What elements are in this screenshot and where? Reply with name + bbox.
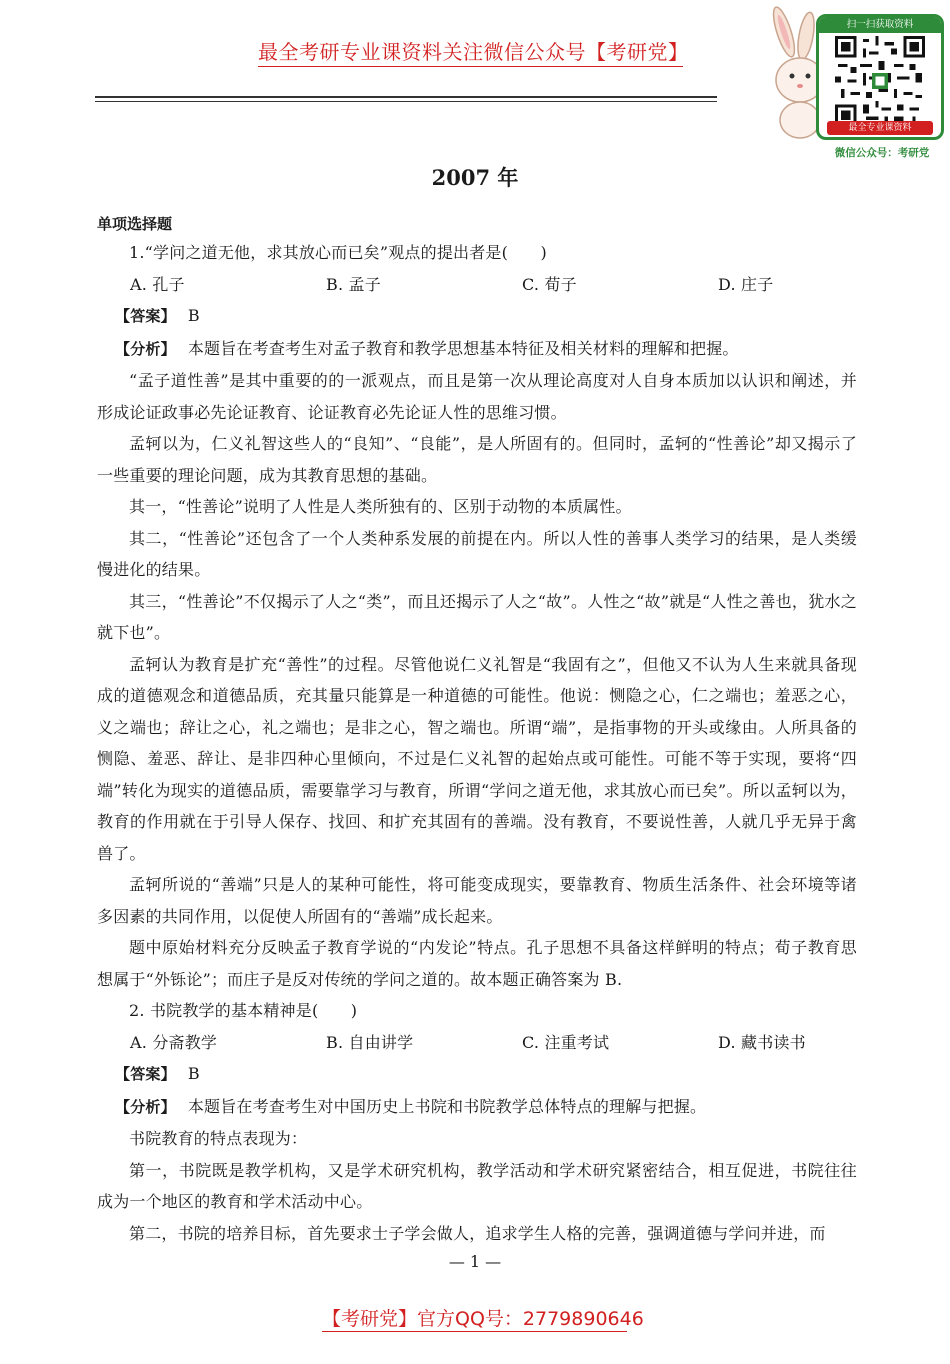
option-a: A. 孔子 — [130, 274, 185, 294]
paragraph: 其三，“性善论”不仅揭示了人之“类”，而且还揭示了人之“故”。人性之“故”就是“人性之善也，犹水之就下也”。 — [97, 591, 857, 642]
analysis-1 — [97, 333, 857, 366]
analysis-text: 本题旨在考查考生对孟子教育和教学思想基本特征及相关材料的理解和把握。 — [187, 338, 739, 358]
footer-underline — [322, 1331, 627, 1332]
option-b: B. 孟子 — [326, 274, 381, 294]
analysis-text: 本题旨在考查考生对中国历史上书院和书院教学总体特点的理解与把握。 — [187, 1096, 707, 1116]
question-1-options — [97, 269, 857, 301]
header-rule-thin — [95, 101, 717, 102]
answer-value: B — [187, 1064, 200, 1083]
analysis-label: 【分析】 — [115, 1097, 176, 1116]
answer-label: 【答案】 — [115, 1065, 176, 1083]
option-c: C. 注重考试 — [522, 1032, 610, 1052]
qr-code-icon — [835, 36, 925, 126]
analysis-label: 【分析】 — [115, 339, 176, 358]
header-rule — [95, 96, 717, 98]
header-promo-text: 最全考研专业课资料关注微信公众号【考研党】 — [258, 40, 689, 64]
option-a: A. 分斋教学 — [130, 1032, 218, 1052]
paragraph: 题中原始材料充分反映孟子教育学说的“内发论”特点。孔子思想不具备这样鲜明的特点；荀子教育思想属于“外铄论”；而庄子是反对传统的学问之道的。故本题正确答案为 B. — [97, 938, 857, 989]
question-2-options — [97, 1027, 857, 1059]
paragraph: 第二，书院的培养目标，首先要求士子学会做人，追求学生人格的完善，强调道德与学问并进，而 — [129, 1223, 826, 1243]
analysis-2 — [97, 1091, 857, 1124]
footer-contact: 【考研党】官方QQ号：2779890646 — [322, 1308, 644, 1330]
paragraph: 孟轲所说的“善端”只是人的某种可能性，将可能变成现实，要靠教育、物质生活条件、社会环境等诸多因素的共同作用，以促使人所固有的“善端”成长起来。 — [97, 875, 857, 926]
option-c: C. 荀子 — [522, 274, 577, 294]
page-title: 2007 年 — [431, 165, 519, 190]
answer-value: B — [187, 306, 200, 325]
header-promo-underline — [258, 66, 683, 67]
paragraph: 第一，书院既是教学机构，又是学术研究机构，教学活动和学术研究紧密结合，相互促进，书院往往成为一个地区的教育和学术活动中心。 — [97, 1160, 857, 1211]
option-b: B. 自由讲学 — [326, 1032, 414, 1052]
option-d: D. 庄子 — [718, 274, 774, 294]
page-number: — 1 — — [448, 1252, 502, 1271]
paragraph: 书院教育的特点表现为： — [129, 1129, 308, 1148]
section-heading: 单项选择题 — [97, 215, 173, 233]
qr-top-label: 扫一扫获取资料 — [819, 17, 941, 33]
qr-caption: 微信公众号：考研党 — [834, 147, 930, 159]
paragraph: 其一，“性善论”说明了人性是人类所独有的、区别于动物的本质属性。 — [129, 497, 632, 516]
answer-1 — [97, 300, 857, 333]
answer-label: 【答案】 — [115, 307, 176, 325]
option-d: D. 藏书读书 — [718, 1032, 806, 1052]
answer-2 — [97, 1058, 857, 1091]
qr-code-panel — [816, 14, 944, 140]
paragraph: 孟轲以为，仁义礼智这些人的“良知”、“良能”，是人所固有的。但同时，孟轲的“性善论”却又揭示了一些重要的理论问题，成为其教育思想的基础。 — [97, 434, 857, 485]
question-2: 2. 书院教学的基本精神是( ) — [129, 1001, 358, 1020]
qr-bottom-label: 最全专业课资料 — [827, 121, 933, 135]
question-1: 1.“学问之道无他，求其放心而已矣”观点的提出者是( ) — [129, 243, 547, 262]
document-body — [97, 237, 857, 1249]
paragraph: “孟子道性善”是其中重要的的一派观点，而且是第一次从理论高度对人自身本质加以认识和阐述，并形成论证政事必先论证教育、论证教育必先论证人性的思维习惯。 — [97, 371, 857, 422]
paragraph: 其二，“性善论”还包含了一个人类种系发展的前提在内。所以人性的善事人类学习的结果，是人类缓慢进化的结果。 — [97, 528, 857, 579]
paragraph: 孟轲认为教育是扩充“善性”的过程。尽管他说仁义礼智是“我固有之”，但他又不认为人生来就具备现成的道德观念和道德品质，充其量只能算是一种道德的可能性。他说：恻隐之心，仁之端也；羞恶之心，义之端也；辞让之心，礼之端也；是非之心，智之端也。所谓“端”，是指事物的开头或缘由。人所具备的恻隐、羞恶、辞让、是非四种心里倾向，不过是仁义礼智的起始点或可能性。可能不等于实现，要将“四端”转化为现实的道德品质，需要靠学习与教育，所谓“学问之道无他，求其放心而已矣”。所以孟轲以为，教育的作用就在于引导人保存、找回、和扩充其固有的善端。没有教育，不要说性善，人就几乎无异于禽兽了。 — [97, 654, 857, 863]
